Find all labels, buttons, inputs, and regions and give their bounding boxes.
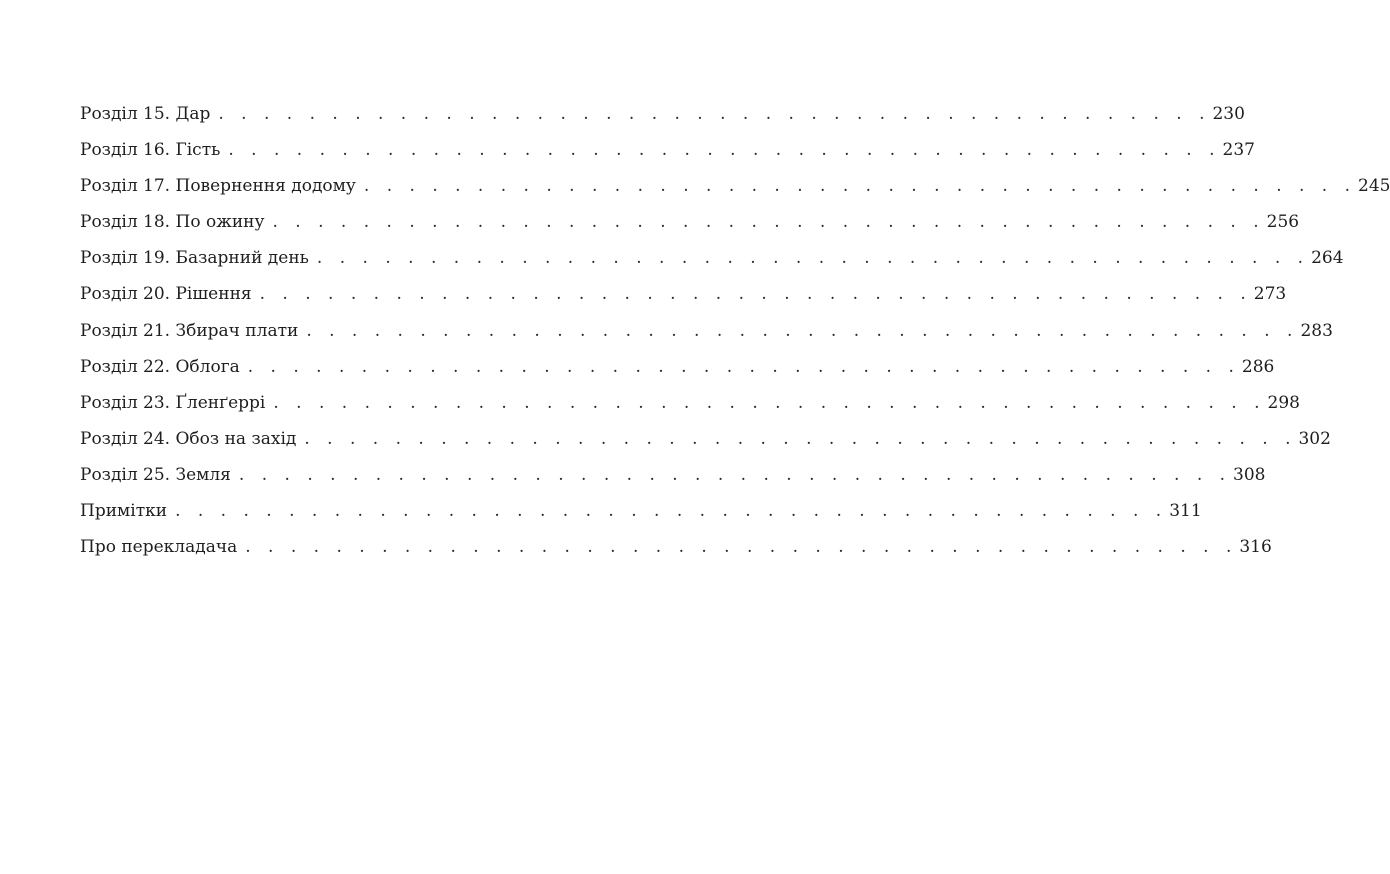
toc-entry-page: 311 [1169, 501, 1202, 522]
toc-entry-page: 302 [1298, 428, 1331, 449]
toc-entry-title: Примітки [80, 501, 168, 522]
toc-dot-leader: . . . . . . . . . . . . . . . . . . . . . . . . . . . . . . . . . . . . . . . . . . . . [272, 212, 1265, 233]
toc-entry-title: Про перекладача [80, 537, 238, 558]
toc-entry-page: 286 [1241, 356, 1275, 377]
toc-entry-title: Розділ 19. Базарний день [80, 248, 309, 269]
toc-entry-page: 230 [1212, 104, 1245, 124]
toc-entry [80, 212, 1300, 248]
toc-dot-leader: . . . . . . . . . . . . . . . . . . . . . . . . . . . . . . . . . . . . . . . . . . . . [245, 537, 1238, 558]
toc-entry [80, 140, 1255, 176]
toc-entry-title: Розділ 17. Повернення додому [80, 176, 356, 197]
toc-dot-leader: . . . . . . . . . . . . . . . . . . . . . . . . . . . . . . . . . . . . . . . . . . . . [273, 392, 1266, 413]
toc-entry-title: Розділ 21. Збирач плати [80, 320, 299, 341]
toc-entry [80, 104, 1245, 140]
toc-dot-leader: . . . . . . . . . . . . . . . . . . . . . . . . . . . . . . . . . . . . . . . . . . . . [316, 248, 1310, 269]
toc-entry-page: 298 [1267, 392, 1300, 413]
toc-dot-leader: . . . . . . . . . . . . . . . . . . . . . . . . . . . . . . . . . . . . . . . . . . . . [247, 356, 1240, 377]
toc-dot-leader: . . . . . . . . . . . . . . . . . . . . . . . . . . . . . . . . . . . . . . . . . . . . [304, 428, 1297, 449]
toc-entry-page: 308 [1233, 464, 1266, 485]
toc-entry [80, 392, 1300, 429]
toc-dot-leader: . . . . . . . . . . . . . . . . . . . . . . . . . . . . . . . . . . . . . . . . . . . . [306, 320, 1299, 341]
toc-dot-leader: . . . . . . . . . . . . . . . . . . . . . . . . . . . . . . . . . . . . . . . . . . . . [218, 104, 1211, 124]
toc-entry-title: Розділ 18. По ожину [80, 212, 265, 233]
toc-entry-title: Розділ 24. Обоз на захід [80, 428, 297, 449]
toc-entry-page: 273 [1253, 284, 1287, 305]
toc-entry-page: 283 [1300, 320, 1333, 341]
toc-entry-page: 316 [1239, 537, 1272, 558]
toc-entry [80, 176, 1390, 212]
toc-entry [80, 501, 1202, 537]
toc-entry-title: Розділ 22. Облога [80, 356, 240, 377]
toc-entry-title: Розділ 16. Гість [80, 140, 221, 161]
toc-entry [80, 320, 1333, 357]
toc-dot-leader: . . . . . . . . . . . . . . . . . . . . . . . . . . . . . . . . . . . . . . . . . . . . [238, 464, 1232, 485]
toc-dot-leader: . . . . . . . . . . . . . . . . . . . . . . . . . . . . . . . . . . . . . . . . . . . . [175, 501, 1168, 522]
table-of-contents [80, 104, 1390, 573]
toc-dot-leader: . . . . . . . . . . . . . . . . . . . . . . . . . . . . . . . . . . . . . . . . . . . . [259, 284, 1252, 305]
toc-entry-title: Розділ 25. Земля [80, 464, 231, 485]
toc-entry [80, 284, 1287, 320]
toc-dot-leader: . . . . . . . . . . . . . . . . . . . . . . . . . . . . . . . . . . . . . . . . . . . . [363, 176, 1357, 197]
toc-entry [80, 537, 1272, 573]
toc-entry [80, 356, 1275, 393]
toc-entry [80, 428, 1331, 465]
toc-entry-page: 264 [1311, 248, 1344, 269]
toc-dot-leader: . . . . . . . . . . . . . . . . . . . . . . . . . . . . . . . . . . . . . . . . . . . . [228, 140, 1221, 161]
toc-entry [80, 464, 1266, 501]
toc-entry-title: Розділ 15. Дар [80, 104, 211, 124]
toc-entry [80, 248, 1344, 284]
toc-entry-title: Розділ 20. Рішення [80, 284, 252, 305]
toc-entry-page: 256 [1266, 212, 1300, 233]
toc-entry-page: 237 [1222, 140, 1255, 161]
toc-entry-page: 245 [1358, 176, 1390, 197]
toc-entry-title: Розділ 23. Ґленґеррі [80, 392, 266, 413]
